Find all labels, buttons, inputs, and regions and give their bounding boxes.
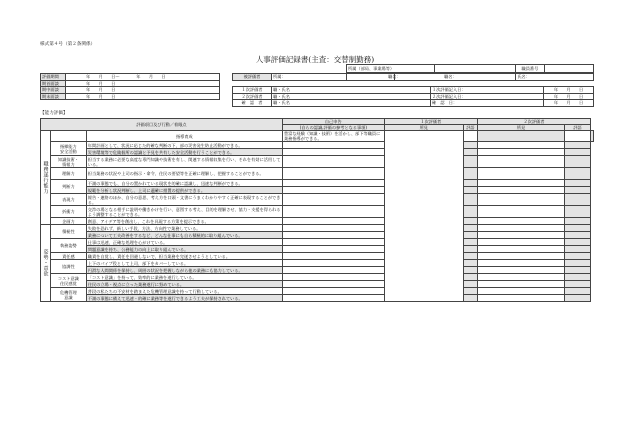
first-grade-field[interactable] [463,180,477,187]
evaluation-row [41,239,594,246]
second-comment-field[interactable] [477,295,564,302]
first-comment-field[interactable] [282,260,384,267]
second-grade-field[interactable] [565,239,591,246]
second-comment-field[interactable] [477,218,564,225]
evaluation-row [41,149,594,156]
group-label: 職務遂行能力 [41,131,51,225]
first-comment-field[interactable] [282,267,384,274]
first-comment-field[interactable] [282,239,384,246]
second-comment-field[interactable] [565,131,591,142]
second-comment-field[interactable] [477,149,564,156]
first-grade-field[interactable] [463,156,477,168]
first-comment-field[interactable] [282,225,384,232]
first-comment-field[interactable] [463,131,477,142]
second-grade-field[interactable] [591,131,594,142]
first-grade-field[interactable] [463,239,477,246]
first-comment-field[interactable] [282,168,384,180]
second-comment-header: 所見 [477,125,564,131]
item-description: 担当する業務に必要な高度な専門知識や技術を有し、関連する情報収集を行い、それを有効に活用している。 [86,156,282,168]
first-comment-field[interactable] [282,218,384,225]
second-grade-field[interactable] [565,232,591,239]
second-comment-field[interactable] [477,168,564,180]
evaluator-label: ２次評価者 [233,93,272,100]
second-comment-field[interactable] [477,288,564,295]
evaluation-row [41,218,594,225]
item-name: 指揮能力 安全活動 [50,142,86,156]
item-description: 職責を自覚し、責任を回避しないで、担当業務を完遂させようとしている。 [86,253,282,260]
self-header: 自己申告 [282,119,384,125]
second-grade-field[interactable] [565,180,591,187]
first-comment-field[interactable] [282,149,384,156]
second-grade-field[interactable] [565,168,591,180]
evaluatee-label: 被評価者 [233,74,272,81]
first-comment-header: 所見 [384,125,463,131]
group-label: 姿勢・意欲 [41,225,51,302]
item-description: 豊富な経験（知識・技術）を活かし、部下等職員に業務指導ができる。 [282,131,384,142]
item-name: 折衝力 [50,206,86,218]
first-grade-field[interactable] [463,232,477,239]
first-comment-field[interactable] [282,156,384,168]
first-comment-field[interactable] [282,288,384,295]
first-grade-field[interactable] [477,131,564,142]
evaluation-row [41,246,594,253]
staff-number-label: 職員番号 [516,65,544,73]
first-grade-field[interactable] [463,187,477,194]
first-grade-field[interactable] [463,194,477,206]
first-grade-header: 評語 [463,125,477,131]
second-comment-field[interactable] [477,180,564,187]
second-grade-field[interactable] [565,187,591,194]
dept-field[interactable] [435,65,516,73]
second-grade-field[interactable] [565,149,591,156]
second-comment-field[interactable] [477,156,564,168]
second-grade-field[interactable] [565,142,591,149]
second-comment-field[interactable] [477,281,564,288]
first-grade-field[interactable] [463,267,477,274]
staff-number-field[interactable] [544,65,593,73]
job-field[interactable]: 職名： [347,73,516,81]
first-comment-field[interactable] [282,274,384,281]
first-comment-field[interactable] [282,232,384,239]
first-grade-field[interactable] [463,149,477,156]
evaluator-entry: 確 認 日： [431,100,544,107]
group-label-empty [50,131,86,142]
evaluator-date[interactable]: 年 月 日 [544,87,594,94]
item-description: 円滑な人間関係を保持し、周囲の状況を把握しながら他の業務にも協力している。 [86,267,282,274]
second-grade-field[interactable] [565,156,591,168]
period-value[interactable]: 年 月 日～ 年 月 日 [66,74,220,81]
first-grade-field[interactable] [463,168,477,180]
period-label: 評価期間 [41,74,66,81]
evaluator-label: １次評価者 [233,87,272,94]
evaluation-row [41,260,594,267]
evaluator-date[interactable]: 年 月 日 [544,100,594,107]
second-comment-field[interactable] [477,142,564,149]
second-comment-field[interactable] [477,274,564,281]
item-description: 報告・連絡のほか、自分の意思、考え方を口頭・文書にうまくわかりやすく正確に表現することができる。 [86,194,282,206]
first-grade-field[interactable] [463,206,477,218]
evaluators-table [232,86,594,107]
item-description: 交渉の場となる相手に説明や働きかけを行い、意図する考え、目的を理解させ、協力・支援を得られるよう調整することができる。 [87,206,281,217]
first-grade-field[interactable] [463,274,477,281]
evaluation-row [41,142,594,149]
period-label: 期末面談 [41,93,66,100]
second-grade-field[interactable] [565,288,591,295]
form-number: 様式第４号（第２条関係） [40,42,96,47]
period-label: 期首面談 [41,80,66,87]
item-description: 住民の立場・視点に立った業務遂行に努めている。 [86,281,282,288]
evaluation-row [41,288,594,295]
second-grade-field[interactable] [565,274,591,281]
period-row [41,93,220,100]
evaluator-name[interactable]: 職・氏名 [272,100,431,107]
second-grade-field[interactable] [565,246,591,253]
first-comment-field[interactable] [282,194,384,206]
second-comment-field[interactable] [477,194,564,206]
evaluation-row [41,225,594,232]
second-comment-field[interactable] [477,206,564,218]
first-grade-field[interactable] [463,288,477,295]
second-grade-field[interactable] [565,267,591,274]
first-comment-field[interactable] [282,253,384,260]
first-comment-field[interactable] [282,180,384,187]
first-grade-field[interactable] [463,253,477,260]
evaluation-row [41,187,594,194]
self-subheader: (自らの認識,評価の参考となる事項) [282,125,384,131]
second-grade-field[interactable] [565,281,591,288]
item-name: コスト意識 住民感覚 [50,274,86,288]
item-description: 不測の事態でも、自分の置かれている現状を的確に認識し、迅速な判断ができる。 [86,180,282,187]
first-grade-field[interactable] [463,225,477,232]
first-grade-field[interactable] [463,295,477,302]
page-title: 人事評価記録書(主査：交替制勤務) [255,55,375,64]
first-comment-field[interactable] [282,246,384,253]
item-description: 担当業務の状況や上司の指示・命令、住民の要望等を正確に理解し、把握することができる。 [86,168,282,180]
evaluation-row [41,295,594,302]
item-description: 創意、アイデア等を創出し、これを具現する方策を提示できる。 [86,218,282,225]
first-grade-field[interactable] [463,260,477,267]
item-name: 企画力 [50,218,86,225]
evaluator-name[interactable]: 職・氏名 [272,87,431,94]
item-description: 仕事は迅速、正確な処理を心がけている。 [86,239,282,246]
dept-label: 所属（部局、事業場等） [347,65,435,73]
first-comment-field[interactable] [282,281,384,288]
first-comment-field[interactable] [282,187,384,194]
item-name: 指導育成 [86,131,282,142]
second-comment-field[interactable] [477,239,564,246]
first-grade-field[interactable] [463,218,477,225]
first-comment-field[interactable] [282,295,384,302]
item-description: 普段の私たちの不安材を踏まえた危機管理意識を持って行動している。 [86,288,282,295]
item-name: 責任感 [50,253,86,260]
second-grade-field[interactable] [565,253,591,260]
item-description: 問題意識を持ち、公務能力の向上に取り組んでいる。 [86,246,282,253]
second-grade-field[interactable] [565,194,591,206]
evaluation-row [41,156,594,168]
item-name: 積極性 [50,225,86,239]
evaluation-row [41,281,594,288]
evaluation-row [41,232,594,239]
second-comment-field[interactable] [477,246,564,253]
second-grade-header: 評語 [565,125,591,131]
ability-evaluation-table [40,118,594,302]
period-value[interactable]: 年 月 日 [66,80,220,87]
item-name: 判断力 [50,180,86,194]
evaluator-entry: ２次評価記入日： [431,93,544,100]
item-description: 業務について工夫改善をするなど、どんな仕事にも自ら積極的に取り組んでいる。 [86,232,282,239]
item-name: 理解力 [50,168,86,180]
item-description: 「コスト意識」を持って、効率的に業務を遂行している。 [86,274,282,281]
first-grade-field[interactable] [463,246,477,253]
period-value[interactable]: 年 月 日 [66,93,220,100]
second-comment-field[interactable] [477,260,564,267]
second-comment-field[interactable] [477,232,564,239]
second-comment-field[interactable] [477,187,564,194]
second-grade-field[interactable] [565,260,591,267]
evaluation-row [41,168,594,180]
item-description: 上下のパイプ役として上司、部下をカバーしている。 [86,260,282,267]
person-field[interactable]: 氏名： [516,73,594,81]
evaluator-row [233,100,594,107]
first-grade-field[interactable] [463,142,477,149]
section-title: 【能力評価】 [40,111,68,116]
first-comment-field[interactable] [282,142,384,149]
evaluation-row [41,253,594,260]
period-table [40,73,220,100]
item-description: 失敗を恐れず、新しい手段、方法、方向性で業務している。 [86,225,282,232]
second-comment-field[interactable] [477,253,564,260]
evaluatee-dept[interactable]: 所属： [272,74,395,81]
second-comment-field[interactable] [477,225,564,232]
evaluation-row [41,180,594,187]
first-comment-field[interactable] [282,206,384,218]
second-grade-field[interactable] [565,225,591,232]
second-grade-field[interactable] [565,206,591,218]
period-value[interactable]: 年 月 日 [66,87,220,94]
evaluation-row [41,267,594,274]
evaluator-label: 確 認 者 [233,100,272,107]
item-name: 執務姿勢 [50,239,86,253]
item-description: 年間計画として、状況に応じた的確な判断の下、部の災害発生防止活動ができる。 [86,142,282,149]
item-name: 危機管理 意識 [50,288,86,302]
item-description: 規範を分析し状況判断し、上司に適確に措置の提供ができる。 [86,187,282,194]
first-evaluator-header: １次評価者 [384,119,477,125]
second-grade-field[interactable] [565,295,591,302]
first-grade-field[interactable] [463,281,477,288]
self-assessment-field[interactable] [384,131,463,302]
period-label: 期中面談 [41,87,66,94]
item-name: 知識技術・ 情報力 [50,156,86,168]
second-evaluator-header: ２次評価者 [477,119,590,125]
item-name: 協調性 [50,260,86,274]
item-name: 表現力 [50,194,86,206]
second-grade-field[interactable] [565,218,591,225]
evaluation-row [41,194,594,206]
evaluatee-table [232,73,594,81]
second-comment-field[interactable] [477,267,564,274]
evaluation-row [41,274,594,281]
item-description: 災害環境等で危険個所の認識と予見を共有した安全活動を行うことができる。 [86,149,282,156]
item-description: 不測の事態に備えて迅速・的確に業務等を遂行できるよう工夫が保持されている。 [86,295,282,302]
evaluator-date[interactable]: 年 月 日 [544,93,594,100]
evaluation-row [41,131,594,142]
evaluation-row [41,206,594,218]
evaluator-name[interactable]: 職・氏名 [272,93,431,100]
evaluator-entry: １次評価記入日： [431,87,544,94]
items-header: 評価項目及び行動／着眼点 [41,119,283,131]
evaluatee-job[interactable]: 職名： [395,74,594,81]
